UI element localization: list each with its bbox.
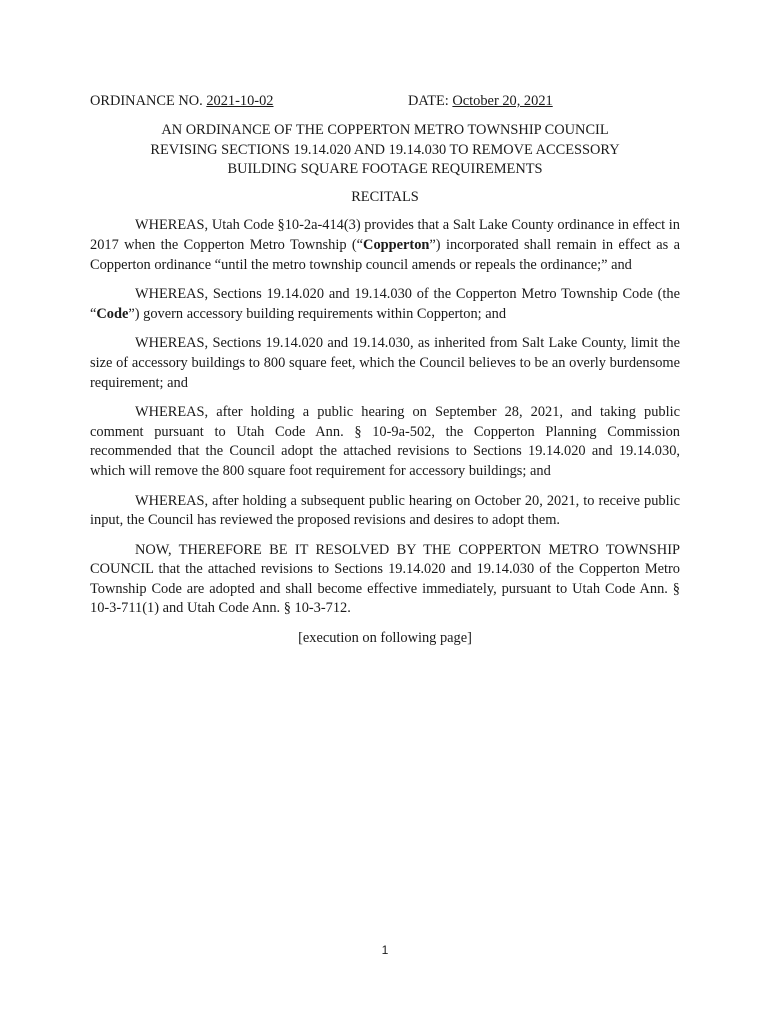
recitals-heading: RECITALS	[351, 188, 419, 205]
ordinance-header	[90, 92, 680, 114]
ordinance-number: 2021-10-02	[206, 93, 274, 109]
ordinance-label: ORDINANCE NO.	[90, 93, 203, 109]
date-label: DATE:	[408, 93, 449, 109]
ordinance-title	[90, 121, 680, 180]
recital-paragraph-4: WHEREAS, after holding a public hearing on September 28, 2021, and taking public comment pursuant to Utah Code Ann. § 10-9a-502, the Copperton Planning Commission recommended that the Council adopt the attached revisions to Sections 19.14.020 and 19.14.030, which will remove the 800 square foot requirement for accessory buildings; and	[90, 404, 680, 479]
ordinance-number-line	[90, 92, 274, 112]
resolution-paragraph: NOW, THEREFORE BE IT RESOLVED BY THE COPPERTON METRO TOWNSHIP COUNCIL that the attached revisions to Sections 19.14.020 and 19.14.030 of the Copperton Metro Township Code are adopted and shall become effective immediately, pursuant to Utah Code Ann. § 10-3-711(1) and Utah Code Ann. § 10-3-712.	[90, 541, 680, 617]
defined-term-copperton: Copperton	[363, 236, 430, 253]
recital-text: WHEREAS, Sections 19.14.020 and 19.14.030 of the Copperton Metro Township Code (the “	[90, 286, 680, 322]
defined-term-code: Code	[96, 305, 129, 322]
document-body	[90, 92, 680, 649]
recital-text: WHEREAS, Utah Code §10-2a-414(3) provides that a Salt Lake County ordinance in effect in 2017 when the Copperton Metro Township (“	[90, 217, 680, 253]
ordinance-date: October 20, 2021	[452, 93, 553, 109]
execution-note: [execution on following page]	[298, 630, 472, 647]
recital-paragraph-5: WHEREAS, after holding a subsequent public hearing on October 20, 2021, to receive public input, the Council has reviewed the proposed revisions and desires to adopt them.	[90, 492, 680, 529]
recital-text: ”) govern accessory building requirements within Copperton; and	[128, 305, 507, 322]
page-number: 1	[381, 943, 389, 957]
title-line: AN ORDINANCE OF THE COPPERTON METRO TOWNSHIP COUNCIL	[161, 122, 609, 138]
recital-paragraph-2	[90, 285, 680, 324]
ordinance-date-line	[408, 92, 553, 112]
title-line: REVISING SECTIONS 19.14.020 AND 19.14.030 TO REMOVE ACCESSORY	[150, 141, 620, 158]
recital-text: ”) incorporated shall remain in effect as a Copperton ordinance “until the metro township council amends or repeals the ordinance;” and	[90, 236, 680, 273]
recital-paragraph-3: WHEREAS, Sections 19.14.020 and 19.14.030, as inherited from Salt Lake County, limit the size of accessory buildings to 800 square feet, which the Council believes to be an overly burdensome requirement; and	[90, 335, 680, 391]
recital-paragraph-1	[90, 216, 680, 275]
title-line: BUILDING SQUARE FOOTAGE REQUIREMENTS	[227, 161, 543, 178]
